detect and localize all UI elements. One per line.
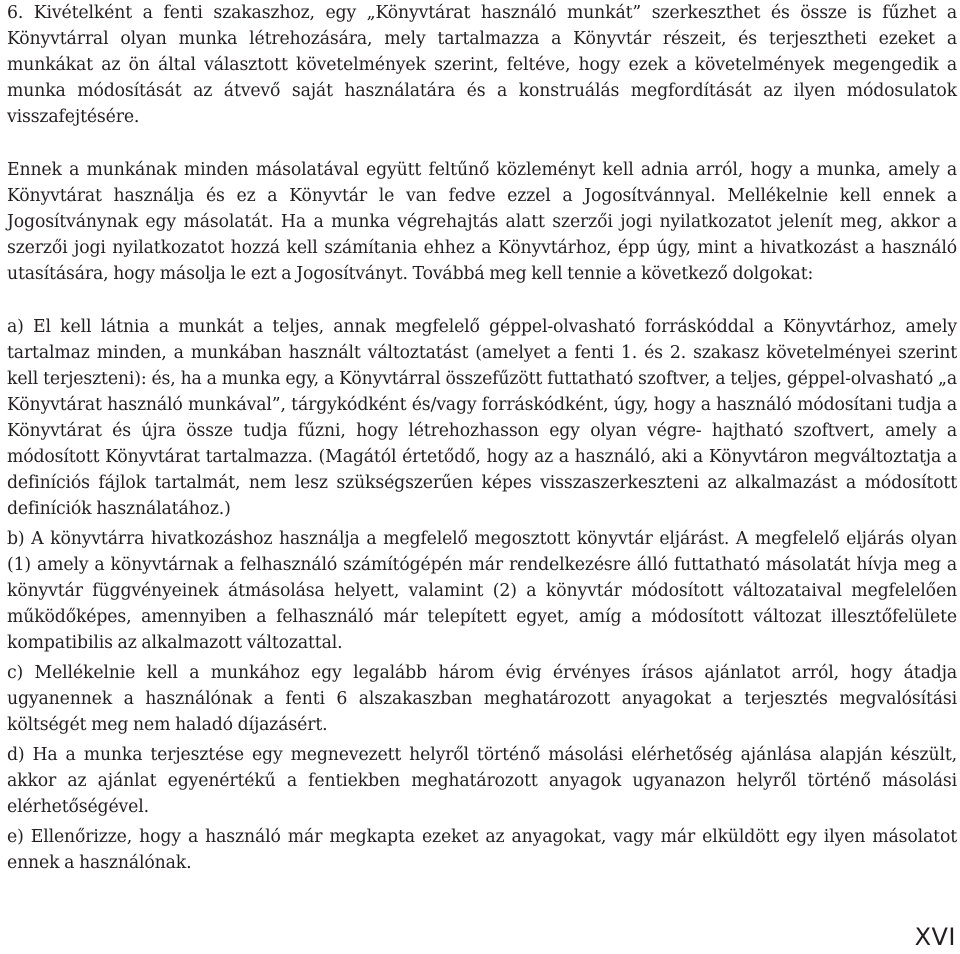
paragraph-item-a: a) El kell látnia a munkát a teljes, annak megfelelő géppel-olvasható forráskóddal a Könyvtárhoz, amely tartalmaz minden, a munkában használt változtatást (amelyet a fenti 1. és 2. szakasz követelményei szerint kell terjeszteni): és, ha a munka egy, a Könyvtárral összefűzött futtatható szoftver, a teljes, géppel-olvasható „a Könyvtárat használó munkával”, tárgykódként és/vagy forráskódként, úgy, hogy a használó módosítani tudja a Könyvtárat és újra össze tudja fűzni, hogy létrehozhasson egy olyan végre- hajtható szoftvert, amely a módosított Könyvtárat tartalmazza. (Magától értetődő, hogy az a használó, aki a Könyvtáron megváltoztatja a definíciós fájlok tartalmát, nem lesz szükségszerűen képes visszaszerkeszteni az alkalmazást a módosított definíciók használatához.) <box>7 317 957 519</box>
page-number: XVI <box>914 923 956 951</box>
paragraph-item-d: d) Ha a munka terjesztése egy megnevezett helyről történő másolási elérhetőség ajánlása alapján készült, akkor az ajánlat egyenértékű a fentiekben meghatározott anyagok ugyanazon helyről történő másolási elérhetőségével. <box>7 745 957 817</box>
paragraph-notice-requirements: Ennek a munkának minden másolatával együtt feltűnő közleményt kell adnia arról, hogy a munka, amely a Könyvtárat használja és ez a Könyvtár le van fedve ezzel a Jogosítvánnyal. Mellékelnie kell ennek a Jogosítványnak egy másolatát. Ha a munka végrehajtás alatt szerzői jogi nyilatkozatot jelenít meg, akkor a szerzői jogi nyilatkozatot hozzá kell számítania ehhez a Könyvtárhoz, épp úgy, mint a hivatkozást a használó utasítására, hogy másolja le ezt a Jogosítványt. Továbbá meg kell tennie a következő dolgokat: <box>7 160 957 284</box>
paragraph-item-e: e) Ellenőrizze, hogy a használó már megkapta ezeket az anyagokat, vagy már elküldött egy ilyen másolatot ennek a használónak. <box>7 827 957 873</box>
paragraph-item-c: c) Mellékelnie kell a munkához egy legalább három évig érvényes írásos ajánlatot arról, hogy átadja ugyanennek a használónak a fenti 6 alszakaszban meghatározott anyagokat a terjesztés megvalósítási költségét meg nem haladó díjazásért. <box>7 663 957 735</box>
document-body <box>7 0 957 876</box>
paragraph-item-b: b) A könyvtárra hivatkozáshoz használja a megfelelő megosztott könyvtár eljárást. A megfelelő eljárás olyan (1) amely a könyvtárnak a felhasználó számítógépén már rendelkezésre álló futtatható másolatát hívja meg a könyvtár függvényeinek átmásolása helyett, valamint (2) a könyvtár módosított változataival megfelelően működőképes, amennyiben a felhasználó már telepített egyet, amíg a módosított változat illesztőfelülete kompatibilis az alkalmazott változattal. <box>7 529 957 653</box>
paragraph-section-6: 6. Kivételként a fenti szakaszhoz, egy „Könyvtárat használó munkát” szerkeszthet és össze is fűzhet a Könyvtárral olyan munka létrehozására, mely tartalmazza a Könyvtár részeit, és terjesztheti ezeket a munkákat az ön által választott követelmények szerint, feltéve, hogy ezek a követelmények megengedik a munka módosítását az átvevő saját használatára és a konstruálás megfordítását az ilyen módosulatok visszafejtésére. <box>7 3 957 127</box>
